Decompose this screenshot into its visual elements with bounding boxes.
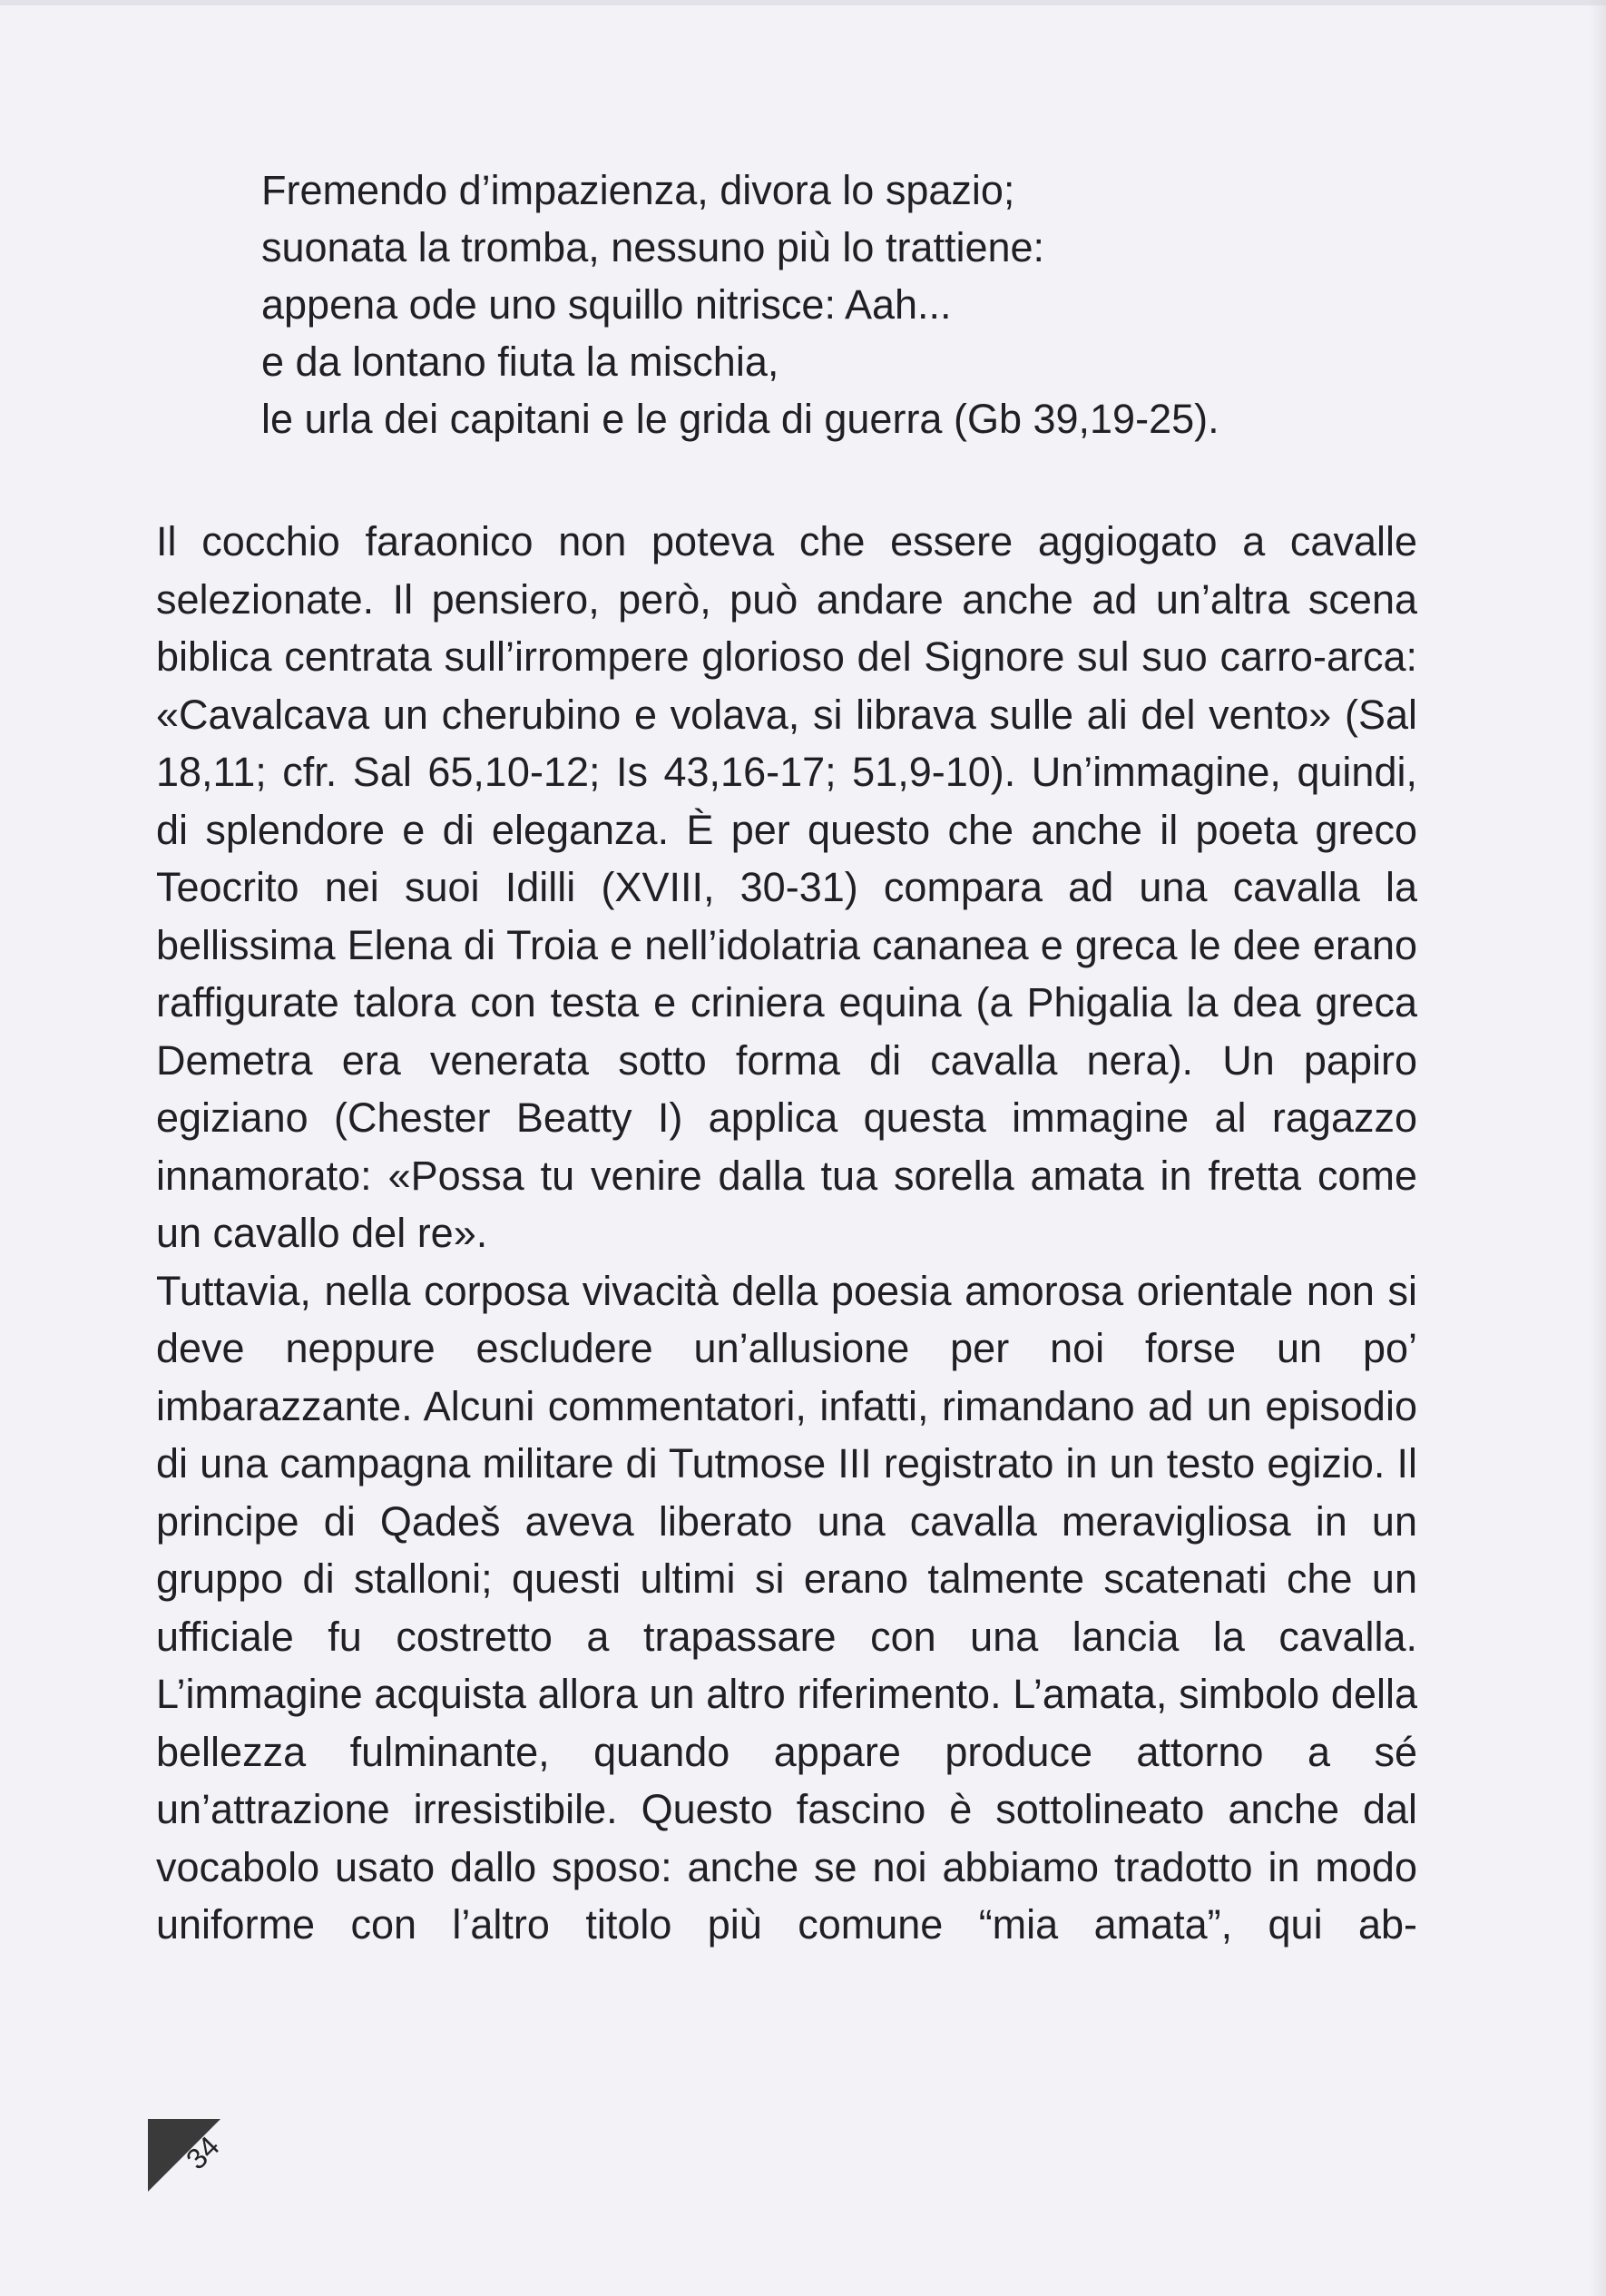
poem-line: appena ode uno squillo nitrisce: Aah...: [261, 281, 952, 328]
poem-quote: [261, 162, 1377, 447]
body-text: [156, 513, 1417, 1954]
paragraph: Il cocchio faraonico non poteva che essere aggiogato a cavalle selezionate. Il pensiero, però, può andare anche ad un’altra scena biblica centrata sull’irrompere glorioso del Signore sul suo carro-arca: «Cavalcava un cherubino e volava, si librava sulle ali del vento» (Sal 18,11; cfr. Sal 65,10-12; Is 43,16-17; 51,9-10). Un’immagine, quindi, di splendore e di eleganza. È per questo che anche il poeta greco Teocrito nei suoi Idilli (XVIII, 30-31) compara ad una cavalla la bellissima Elena di Troia e nell’idolatria cananea e greca le dee erano raffigurate talora con testa e criniera equina (a Phigalia la dea greca Demetra era venerata sotto forma di cavalla nera). Un papiro egiziano (Chester Beatty I) applica questa immagine al ragazzo innamorato: «Possa tu venire dalla tua sorella amata in fretta come un cavallo del re».: [156, 518, 1417, 1256]
scan-edge: [0, 0, 1606, 5]
poem-line: Fremendo d’impazienza, divora lo spazio;: [261, 167, 1015, 213]
poem-line: suonata la tromba, nessuno più lo trattiene:: [261, 224, 1045, 270]
paragraph: Tuttavia, nella corposa vivacità della poesia amorosa orientale non si deve neppure escludere un’allusione per noi forse un po’ imbarazzante. Alcuni commentatori, infatti, rimandano ad un episodio di una campagna militare di Tutmose III registrato in un testo egizio. Il principe di Qadeš aveva liberato una cavalla meravigliosa in un gruppo di stalloni; questi ultimi si erano talmente scatenati che un ufficiale fu costretto a trapassare con una lancia la cavalla. L’immagine acquista allora un altro riferimento. L’amata, simbolo della bellezza fulminante, quando appare produce attorno a sé un’attrazione irresistibile. Questo fascino è sottolineato anche dal vocabolo usato dallo sposo: anche se noi abbiamo tradotto in modo uniforme con l’altro titolo più comune “mia amata”, qui ab-: [156, 1267, 1417, 1948]
poem-line: e da lontano fiuta la mischia,: [261, 339, 779, 385]
poem-line: le urla dei capitani e le grida di guerra (Gb 39,19-25).: [261, 396, 1219, 442]
page-number: 34: [180, 2129, 226, 2176]
